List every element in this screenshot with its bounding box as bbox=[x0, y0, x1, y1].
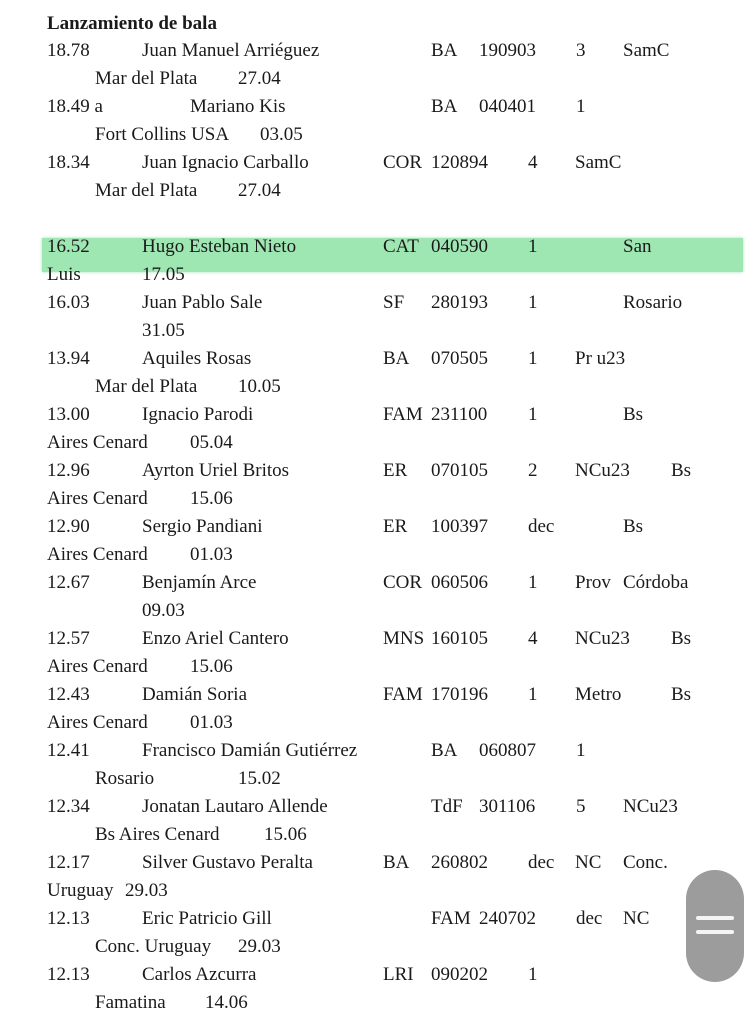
entry-field: 15.06 bbox=[264, 824, 307, 845]
entry-field: 15.06 bbox=[190, 488, 233, 509]
entry-field: 2 bbox=[528, 460, 538, 481]
entry-field: NCu23 bbox=[575, 460, 630, 481]
entry-field: 4 bbox=[528, 152, 538, 173]
entry-field: Conc. Uruguay bbox=[95, 936, 212, 957]
entry-field: Carlos Azcurra bbox=[142, 964, 257, 985]
scroll-handle[interactable] bbox=[686, 870, 744, 982]
entry-field: 1 bbox=[576, 740, 586, 761]
entry-field: 29.03 bbox=[238, 936, 281, 957]
entry-field: 060807 bbox=[479, 740, 536, 761]
grip-line-icon bbox=[696, 916, 734, 920]
entry-field: Aires Cenard bbox=[47, 656, 148, 677]
entry-field: 190903 bbox=[479, 40, 536, 61]
entry-field: Hugo Esteban Nieto bbox=[142, 236, 297, 257]
entry-field: ER bbox=[383, 460, 408, 481]
entry-field: Bs bbox=[671, 684, 692, 705]
entry-field: Bs bbox=[671, 460, 692, 481]
entry-field: BA bbox=[383, 852, 410, 873]
entry-field: Juan Manuel Arriéguez bbox=[142, 40, 320, 61]
entry-field: Córdoba bbox=[623, 572, 689, 593]
entry-field: 5 bbox=[576, 796, 586, 817]
entry-field: 12.43 bbox=[47, 684, 90, 705]
entry-field: Sergio Pandiani bbox=[142, 516, 263, 537]
entry-field: 15.06 bbox=[190, 656, 233, 677]
entry-field: 280193 bbox=[431, 292, 488, 313]
entry-field: Bs bbox=[623, 516, 644, 537]
entry-field: Juan Ignacio Carballo bbox=[142, 152, 309, 173]
entry-field: Jonatan Lautaro Allende bbox=[142, 796, 328, 817]
entry-field: 05.04 bbox=[190, 432, 233, 453]
entry-field: 17.05 bbox=[142, 264, 185, 285]
entry-field: COR bbox=[383, 572, 423, 593]
entry-field: Metro bbox=[575, 684, 622, 705]
entry-field: FAM bbox=[431, 908, 471, 929]
entry-field: 040590 bbox=[431, 236, 488, 257]
entry-field: 1 bbox=[528, 684, 538, 705]
entry-field: BA bbox=[383, 348, 410, 369]
entry-field: NC bbox=[623, 908, 650, 929]
grip-line-icon bbox=[696, 930, 734, 934]
entry-field: 170196 bbox=[431, 684, 488, 705]
entry-field: Conc. bbox=[623, 852, 668, 873]
entry-field: 160105 bbox=[431, 628, 488, 649]
entry-field: 27.04 bbox=[238, 68, 281, 89]
entry-field: 09.03 bbox=[142, 600, 185, 621]
entry-field: Aquiles Rosas bbox=[142, 348, 252, 369]
entry-field: 1 bbox=[576, 96, 586, 117]
entry-field: NCu23 bbox=[623, 796, 678, 817]
entry-field: Famatina bbox=[95, 992, 166, 1013]
entry-field: San bbox=[623, 236, 652, 257]
entry-field: BA bbox=[431, 40, 458, 61]
entry-field: Mar del Plata bbox=[95, 180, 198, 201]
entry-field: 1 bbox=[528, 964, 538, 985]
entry-field: Aires Cenard bbox=[47, 544, 148, 565]
entry-field: SamC bbox=[575, 152, 622, 173]
entry-field: 070105 bbox=[431, 460, 488, 481]
entry-field: TdF bbox=[431, 796, 463, 817]
entry-field: Mar del Plata bbox=[95, 376, 198, 397]
entry-field: Damián Soria bbox=[142, 684, 248, 705]
entry-field: 03.05 bbox=[260, 124, 303, 145]
entry-field: 1 bbox=[528, 348, 538, 369]
entry-field: 040401 bbox=[479, 96, 536, 117]
entry-field: 12.90 bbox=[47, 516, 90, 537]
entry-field: 12.34 bbox=[47, 796, 90, 817]
entry-field: 12.41 bbox=[47, 740, 90, 761]
entry-field: 31.05 bbox=[142, 320, 185, 341]
entry-field: 1 bbox=[528, 404, 538, 425]
entry-field: Mar del Plata bbox=[95, 68, 198, 89]
entry-field: MNS bbox=[383, 628, 425, 649]
entry-field: 260802 bbox=[431, 852, 488, 873]
entry-field: 16.03 bbox=[47, 292, 90, 313]
entry-field: NCu23 bbox=[575, 628, 630, 649]
entry-field: LRI bbox=[383, 964, 414, 985]
entry-field: 12.17 bbox=[47, 852, 90, 873]
entry-field: 18.49 a bbox=[47, 96, 103, 117]
entry-field: 100397 bbox=[431, 516, 488, 537]
entry-field: Mariano Kis bbox=[190, 96, 286, 117]
entry-field: Bs Aires Cenard bbox=[95, 824, 220, 845]
entry-field: Aires Cenard bbox=[47, 488, 148, 509]
entry-field: 120894 bbox=[431, 152, 488, 173]
entry-field: Ayrton Uriel Britos bbox=[142, 460, 290, 481]
entry-field: dec bbox=[576, 908, 603, 929]
entry-field: Francisco Damián Gutiérrez bbox=[142, 740, 358, 761]
entry-field: Benjamín Arce bbox=[142, 572, 257, 593]
entry-field: 01.03 bbox=[190, 712, 233, 733]
entry-field: 240702 bbox=[479, 908, 536, 929]
document-title: Lanzamiento de bala bbox=[47, 13, 217, 34]
entry-field: 12.13 bbox=[47, 964, 90, 985]
entry-field: dec bbox=[528, 516, 555, 537]
entry-field: 301106 bbox=[479, 796, 536, 817]
entry-field: dec bbox=[528, 852, 555, 873]
entry-field: Uruguay bbox=[47, 880, 114, 901]
entry-field: Enzo Ariel Cantero bbox=[142, 628, 289, 649]
entry-field: 3 bbox=[576, 40, 586, 61]
entry-field: Luis bbox=[47, 264, 81, 285]
entry-field: 18.78 bbox=[47, 40, 90, 61]
entry-field: SF bbox=[383, 292, 405, 313]
entry-field: 1 bbox=[528, 572, 538, 593]
entry-field: NC bbox=[575, 852, 602, 873]
entry-field: Fort Collins USA bbox=[95, 124, 230, 145]
entry-field: Silver Gustavo Peralta bbox=[142, 852, 313, 873]
entry-field: 18.34 bbox=[47, 152, 90, 173]
entry-field: 15.02 bbox=[238, 768, 281, 789]
entry-field: Aires Cenard bbox=[47, 712, 148, 733]
entry-field: FAM bbox=[383, 404, 423, 425]
entry-field: 29.03 bbox=[125, 880, 168, 901]
entry-field: 090202 bbox=[431, 964, 488, 985]
entry-field: Pr u23 bbox=[575, 348, 626, 369]
entry-field: 231100 bbox=[431, 404, 488, 425]
entry-field: 1 bbox=[528, 292, 538, 313]
entry-field: 1 bbox=[528, 236, 538, 257]
entry-field: Eric Patricio Gill bbox=[142, 908, 272, 929]
entry-field: 10.05 bbox=[238, 376, 281, 397]
entry-field: Bs bbox=[623, 404, 644, 425]
entry-field: Aires Cenard bbox=[47, 432, 148, 453]
entry-field: 13.94 bbox=[47, 348, 90, 369]
entry-field: Bs bbox=[671, 628, 692, 649]
entry-field: 12.57 bbox=[47, 628, 90, 649]
entry-field: 060506 bbox=[431, 572, 488, 593]
entry-field: COR bbox=[383, 152, 423, 173]
entry-field: 01.03 bbox=[190, 544, 233, 565]
entry-field: BA bbox=[431, 740, 458, 761]
entry-field: 16.52 bbox=[47, 236, 90, 257]
entry-field: SamC bbox=[623, 40, 670, 61]
entry-field: BA bbox=[431, 96, 458, 117]
entry-field: Ignacio Parodi bbox=[142, 404, 254, 425]
entry-field: Juan Pablo Sale bbox=[142, 292, 263, 313]
entry-field: ER bbox=[383, 516, 408, 537]
entry-field: 12.13 bbox=[47, 908, 90, 929]
entry-field: FAM bbox=[383, 684, 423, 705]
entry-field: CAT bbox=[383, 236, 419, 257]
entry-field: 070505 bbox=[431, 348, 488, 369]
entry-field: 14.06 bbox=[205, 992, 248, 1013]
entry-field: 4 bbox=[528, 628, 538, 649]
entry-field: 27.04 bbox=[238, 180, 281, 201]
entry-field: 12.67 bbox=[47, 572, 90, 593]
entry-field: Prov bbox=[575, 572, 611, 593]
entry-field: 13.00 bbox=[47, 404, 90, 425]
entry-field: 12.96 bbox=[47, 460, 90, 481]
entry-field: Rosario bbox=[95, 768, 155, 789]
entry-field: Rosario bbox=[623, 292, 683, 313]
